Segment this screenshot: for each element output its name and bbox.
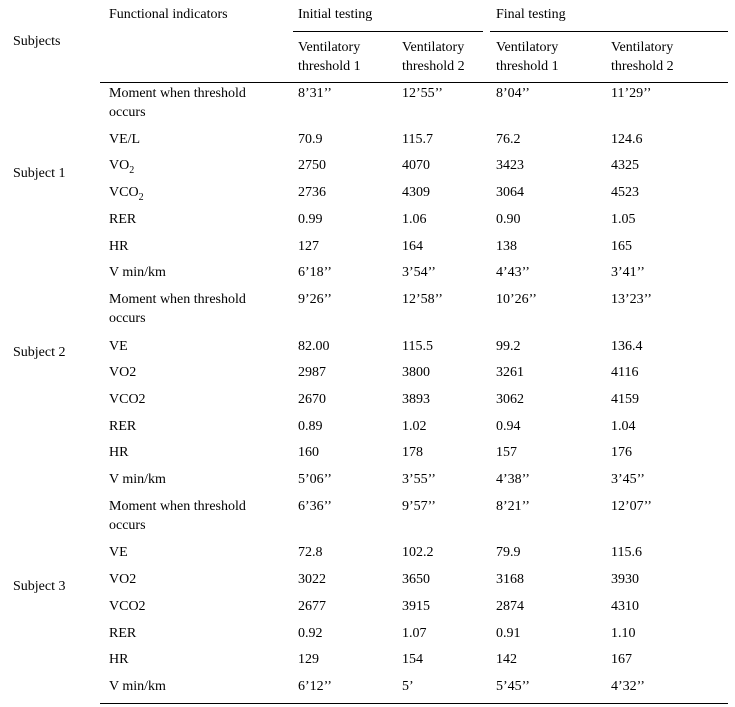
table-cell: 3’54’’ <box>402 265 436 280</box>
table-cell: 1.05 <box>611 212 636 227</box>
table-cell: 1.10 <box>611 626 636 641</box>
table-cell: 4’32’’ <box>611 679 645 694</box>
table-cell: 10’26’’ <box>496 292 537 307</box>
table-cell: 6’12’’ <box>298 679 332 694</box>
table-cell: 12’55’’ <box>402 86 443 101</box>
row-label-text: VE <box>109 339 128 354</box>
row-label <box>109 624 269 643</box>
table-cell: 72.8 <box>298 545 323 560</box>
table-cell: 3062 <box>496 392 524 407</box>
row-label-subscript: 2 <box>138 191 144 203</box>
header-rule-bottom <box>100 82 728 83</box>
row-label <box>109 597 269 616</box>
final-testing-header: Final testing <box>496 7 566 22</box>
table-cell: 129 <box>298 652 319 667</box>
col-initial-vt1-header: Ventilatory threshold 1 <box>298 40 361 74</box>
table-cell: 8’31’’ <box>298 86 332 101</box>
row-label <box>109 84 269 122</box>
row-label <box>109 543 269 562</box>
table-cell: 70.9 <box>298 132 323 147</box>
table-cell: 4523 <box>611 185 639 200</box>
table-cell: 115.6 <box>611 545 642 560</box>
row-label-text: RER <box>109 212 137 227</box>
table-bottom-rule <box>100 703 728 704</box>
table-cell: 4’43’’ <box>496 265 530 280</box>
table-cell: 3’41’’ <box>611 265 645 280</box>
table-cell: 1.02 <box>402 419 427 434</box>
row-label <box>109 417 269 436</box>
table-cell: 142 <box>496 652 517 667</box>
row-label <box>109 497 269 535</box>
table-cell: 3’55’’ <box>402 472 436 487</box>
table-cell: 4’38’’ <box>496 472 530 487</box>
table-cell: 165 <box>611 239 632 254</box>
table-cell: 82.00 <box>298 339 330 354</box>
table-cell: 3423 <box>496 158 524 173</box>
table-cell: 3800 <box>402 365 430 380</box>
row-label <box>109 470 269 489</box>
table-cell: 4116 <box>611 365 639 380</box>
table-cell: 167 <box>611 652 632 667</box>
subject-label: Subject 3 <box>13 579 66 594</box>
row-label <box>109 570 269 589</box>
table-cell: 6’18’’ <box>298 265 332 280</box>
table-cell: 13’23’’ <box>611 292 652 307</box>
table-cell: 127 <box>298 239 319 254</box>
row-label <box>109 290 269 328</box>
row-label-text: RER <box>109 626 137 641</box>
subject-label: Subject 1 <box>13 166 66 181</box>
table-cell: 3168 <box>496 572 524 587</box>
table-cell: 0.89 <box>298 419 323 434</box>
row-label-subscript: 2 <box>129 164 135 176</box>
row-label-text: Moment when threshold occurs <box>109 292 246 326</box>
row-label <box>109 443 269 462</box>
col-initial-vt2-header: Ventilatory threshold 2 <box>402 40 465 74</box>
row-label-text: V min/km <box>109 472 166 487</box>
table-cell: 0.90 <box>496 212 521 227</box>
table-cell: 176 <box>611 445 632 460</box>
table-cell: 79.9 <box>496 545 521 560</box>
table-cell: 102.2 <box>402 545 434 560</box>
row-label-text: VO <box>109 158 130 173</box>
row-label-text: VE <box>109 545 128 560</box>
row-label <box>109 237 269 256</box>
table-cell: 164 <box>402 239 423 254</box>
row-label <box>109 337 269 356</box>
table-cell: 0.99 <box>298 212 323 227</box>
table-cell: 76.2 <box>496 132 521 147</box>
table-cell: 124.6 <box>611 132 643 147</box>
row-label <box>109 156 269 180</box>
header-rule-final <box>490 31 728 32</box>
table-cell: 0.92 <box>298 626 323 641</box>
row-label <box>109 183 269 207</box>
table-cell: 3930 <box>611 572 639 587</box>
table-cell: 1.06 <box>402 212 427 227</box>
table-cell: 3893 <box>402 392 430 407</box>
table-cell: 99.2 <box>496 339 521 354</box>
table-cell: 1.04 <box>611 419 636 434</box>
table-cell: 3064 <box>496 185 524 200</box>
table-cell: 115.5 <box>402 339 433 354</box>
table-cell: 178 <box>402 445 423 460</box>
row-label-text: HR <box>109 652 129 667</box>
row-label-text: VCO2 <box>109 392 146 407</box>
row-label <box>109 363 269 382</box>
row-label <box>109 263 269 282</box>
row-label-text: V min/km <box>109 679 166 694</box>
col-final-vt2-header: Ventilatory threshold 2 <box>611 40 674 74</box>
table-cell: 4309 <box>402 185 430 200</box>
table-cell: 2987 <box>298 365 326 380</box>
col-final-vt1-header: Ventilatory threshold 1 <box>496 40 559 74</box>
table-cell: 2874 <box>496 599 524 614</box>
table-cell: 3650 <box>402 572 430 587</box>
header-rule-initial <box>293 31 483 32</box>
table-cell: 157 <box>496 445 517 460</box>
row-label <box>109 130 269 149</box>
subjects-header: Subjects <box>13 34 61 49</box>
table-cell: 8’21’’ <box>496 499 530 514</box>
row-label <box>109 677 269 696</box>
table-cell: 115.7 <box>402 132 433 147</box>
row-label <box>109 650 269 669</box>
row-label-text: VCO2 <box>109 599 146 614</box>
table-cell: 138 <box>496 239 517 254</box>
table-cell: 12’58’’ <box>402 292 443 307</box>
row-label-text: VO2 <box>109 365 137 380</box>
row-label-text: HR <box>109 445 129 460</box>
table-cell: 12’07’’ <box>611 499 652 514</box>
functional-indicators-header: Functional indicators <box>109 7 228 22</box>
table-cell: 2736 <box>298 185 326 200</box>
table-cell: 3915 <box>402 599 430 614</box>
table-cell: 2670 <box>298 392 326 407</box>
table-cell: 11’29’’ <box>611 86 652 101</box>
row-label <box>109 390 269 409</box>
table-cell: 4070 <box>402 158 430 173</box>
row-label-text: VE/L <box>109 132 141 147</box>
table-cell: 9’26’’ <box>298 292 332 307</box>
row-label-text: HR <box>109 239 129 254</box>
table-cell: 4325 <box>611 158 639 173</box>
row-label-text: V min/km <box>109 265 166 280</box>
table-cell: 9’57’’ <box>402 499 436 514</box>
table-cell: 4159 <box>611 392 639 407</box>
table-cell: 4310 <box>611 599 639 614</box>
table-cell: 5’ <box>402 679 414 694</box>
table-cell: 6’36’’ <box>298 499 332 514</box>
subject-label: Subject 2 <box>13 345 66 360</box>
table-cell: 2677 <box>298 599 326 614</box>
table-cell: 3’45’’ <box>611 472 645 487</box>
table-cell: 0.94 <box>496 419 521 434</box>
row-label-text: Moment when threshold occurs <box>109 499 246 533</box>
initial-testing-header: Initial testing <box>298 7 373 22</box>
table-cell: 0.91 <box>496 626 521 641</box>
table-cell: 136.4 <box>611 339 643 354</box>
row-label-text: VCO <box>109 185 139 200</box>
table-cell: 8’04’’ <box>496 86 530 101</box>
table-cell: 5’45’’ <box>496 679 530 694</box>
table-cell: 3022 <box>298 572 326 587</box>
row-label <box>109 210 269 229</box>
row-label-text: VO2 <box>109 572 137 587</box>
table-cell: 160 <box>298 445 319 460</box>
row-label-text: Moment when threshold occurs <box>109 86 246 120</box>
table-cell: 5’06’’ <box>298 472 332 487</box>
table-cell: 3261 <box>496 365 524 380</box>
table-cell: 154 <box>402 652 423 667</box>
row-label-text: RER <box>109 419 137 434</box>
table-cell: 1.07 <box>402 626 427 641</box>
table-cell: 2750 <box>298 158 326 173</box>
